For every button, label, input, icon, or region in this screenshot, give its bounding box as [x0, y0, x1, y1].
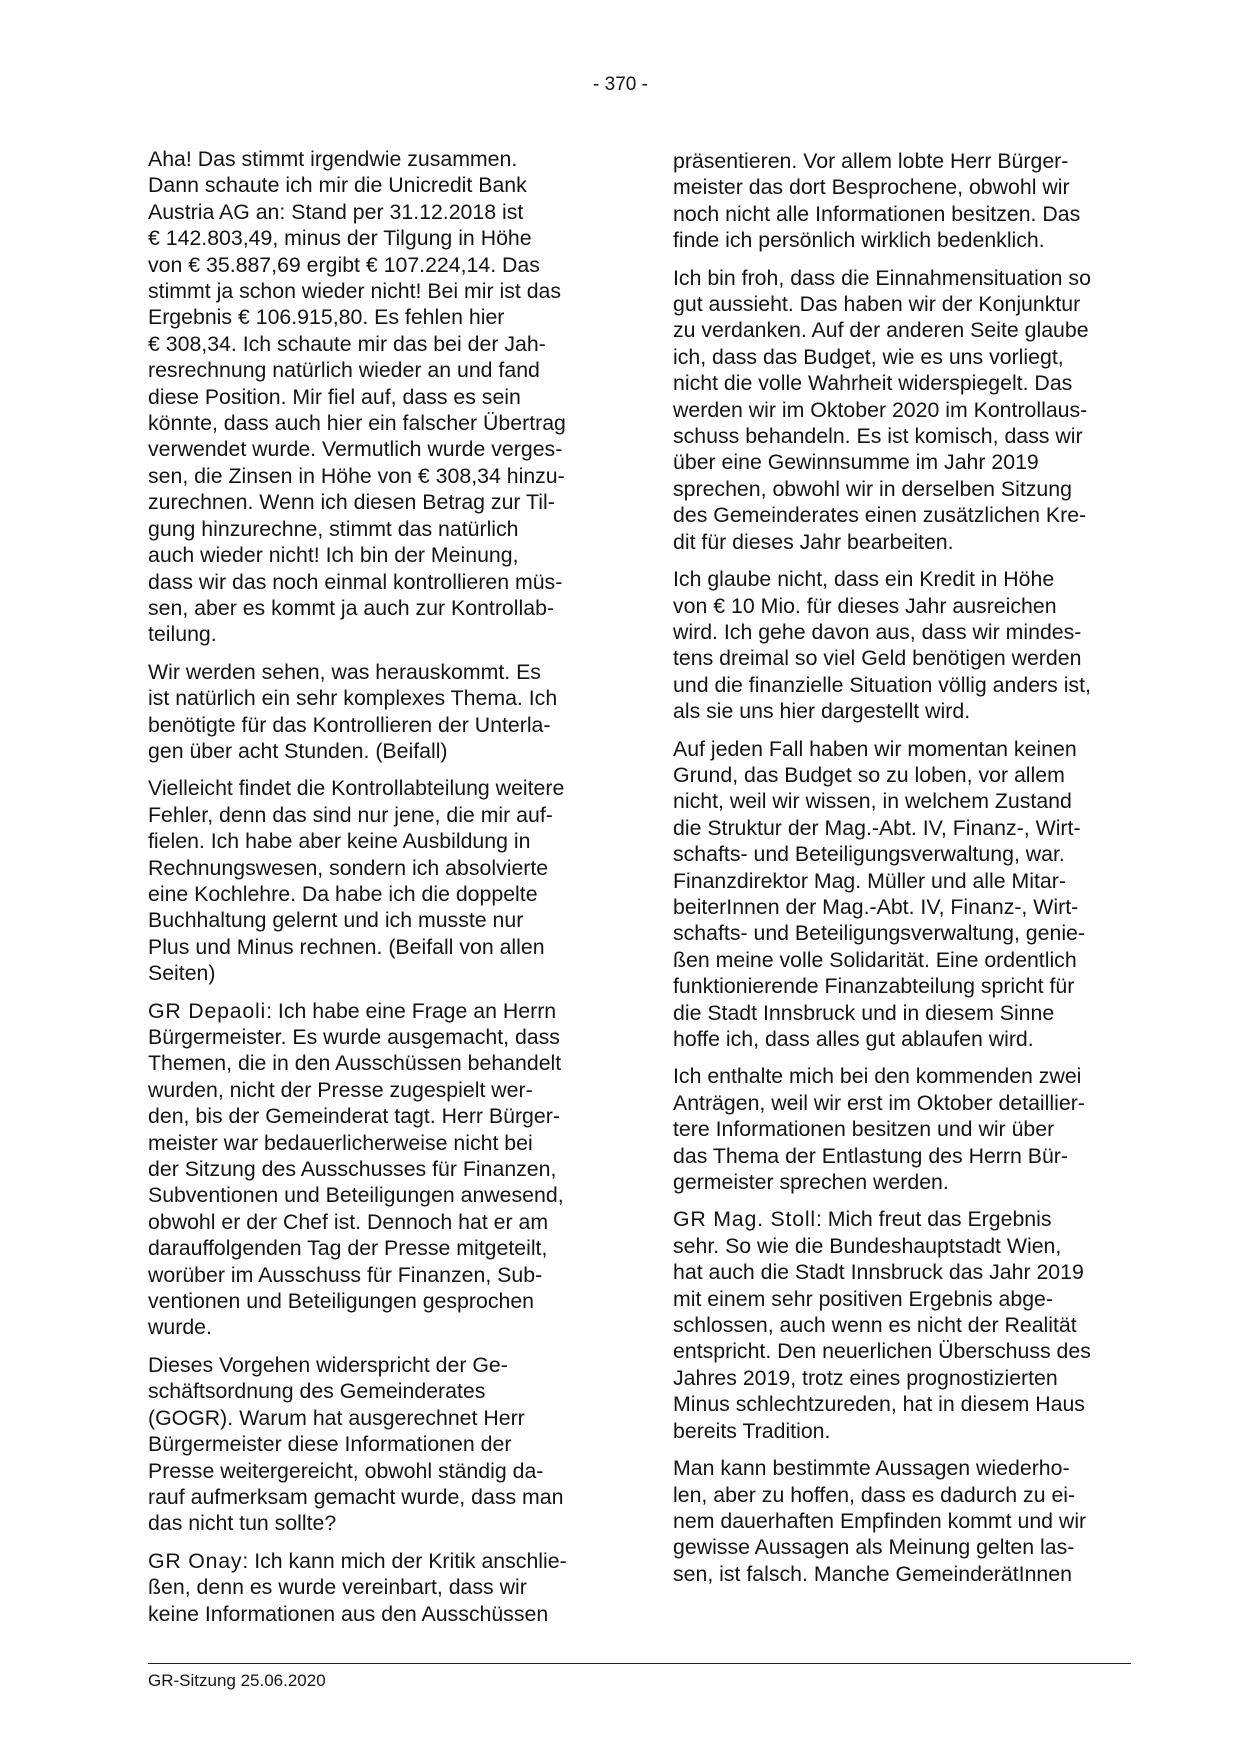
- paragraph: präsentieren. Vor allem lobte Herr Bürger- meister das dort Besprochene, obwohl wir noch nicht alle Informationen besitzen. Das finde ich persönlich wirklich bedenklich.: [673, 149, 1081, 253]
- paragraph: Auf jeden Fall haben wir momentan keinen Grund, das Budget so zu loben, vor allem nicht, weil wir wissen, in welchem Zustand die Struktur der Mag.-Abt. IV, Finanz-, Wirt- schafts- und Beteiligungsverwaltung, war. Finanzdirektor Mag. Müller und alle Mitar- beiterInnen der Mag.-Abt. IV, Finanz-, Wirt- schafts- und Beteiligungsverwaltung, genie- ßen meine volle Solidarität. Eine ordentlich funktionierende Finanzabteilung spricht für die Stadt Innsbruck und in diesem Sinne hoffe ich, dass alles gut ablaufen wird.: [673, 736, 1085, 1051]
- speech-text: : Ich kann mich der Kritik anschlie- ßen, denn es wurde vereinbart, dass wir keine Informationen aus den Ausschüssen: [148, 1548, 567, 1626]
- speech-paragraph: [673, 1206, 1125, 1444]
- right-column: [673, 148, 1125, 1598]
- footer-divider: [148, 1663, 1131, 1664]
- paragraph: Aha! Das stimmt irgendwie zusammen. Dann schaute ich mir die Unicredit Bank Austria AG an: Stand per 31.12.2018 ist € 142.803,49, minus der Tilgung in Höhe von € 35.887,69 ergibt € 107.224,14. Das stimmt ja schon wieder nicht! Bei mir ist das Ergebnis € 106.915,80. Es fehlen hier € 308,34. Ich schaute mir das bei der Jah- resrechnung natürlich wieder an und fand diese Position. Mir fiel auf, dass es sein könnte, dass auch hier ein falscher Übertrag verwendet wurde. Vermutlich wurde verges- sen, die Zinsen in Höhe von € 308,34 hinzu- zurechnen. Wenn ich diesen Betrag zur Til- gung hinzurechne, stimmt das natürlich auch wieder nicht! Ich bin der Meinung, dass wir das noch einmal kontrollieren müs- sen, aber es kommt ja auch zur Kontrollab- teilung.: [148, 147, 566, 647]
- left-column: [148, 146, 600, 1638]
- paragraph: Man kann bestimmte Aussagen wiederho- len, aber zu hoffen, dass es dadurch zu ei- nem dauerhaften Empfinden kommt und wir gewisse Aussagen als Meinung gelten las- sen, ist falsch. Manche GemeinderätInnen: [673, 1456, 1087, 1586]
- speaker-name: GR Depaoli: [148, 998, 267, 1023]
- speech-paragraph: [148, 998, 600, 1341]
- speech-paragraph: [148, 1548, 600, 1627]
- paragraph: Wir werden sehen, was herauskommt. Es ist natürlich ein sehr komplexes Thema. Ich benötigte für das Kontrollieren der Unterla- gen über acht Stunden. (Beifall): [148, 659, 558, 763]
- paragraph: Vielleicht findet die Kontrollabteilung weitere Fehler, denn das sind nur jene, die mir auf- fielen. Ich habe aber keine Ausbildung in Rechnungswesen, sondern ich absolvierte eine Kochlehre. Da habe ich die doppelte Buchhaltung gelernt und ich musste nur Plus und Minus rechnen. (Beifall von allen Seiten): [148, 776, 565, 986]
- speech-text: : Ich habe eine Frage an Herrn Bürgermeister. Es wurde ausgemacht, dass Themen, die in den Ausschüssen behandelt wurden, nicht der Presse zugespielt wer- den, bis der Gemeinderat tagt. Herr Bürger- meister war bedauerlicherweise nicht bei der Sitzung des Ausschusses für Finanzen, Subventionen und Beteiligungen anwesend, obwohl er der Chef ist. Dennoch hat er am darauffolgenden Tag der Presse mitgeteilt, worüber im Ausschuss für Finanzen, Sub- ventionen und Beteiligungen gesprochen wurde.: [148, 998, 564, 1340]
- speaker-name: GR Onay: [148, 1548, 243, 1573]
- page-number: - 370 -: [593, 74, 648, 95]
- speaker-name: GR Mag. Stoll: [673, 1207, 816, 1232]
- paragraph: Ich enthalte mich bei den kommenden zwei Anträgen, weil wir erst im Oktober detaillier- tere Informationen besitzen und wir über das Thema der Entlastung des Herrn Bür- germeister sprechen werden.: [673, 1064, 1085, 1195]
- paragraph: Dieses Vorgehen widerspricht der Ge- schäftsordnung des Gemeinderates (GOGR). Warum hat ausgerechnet Herr Bürgermeister diese Informationen der Presse weitergereicht, obwohl ständig da- rauf aufmerksam gemacht wurde, dass man das nicht tun sollte?: [148, 1352, 564, 1536]
- paragraph: Ich glaube nicht, dass ein Kredit in Höhe von € 10 Mio. für dieses Jahr ausreichen wird. Ich gehe davon aus, dass wir mindes- tens dreimal so viel Geld benötigen werden und die finanzielle Situation völlig anders ist, als sie uns hier dargestellt wird.: [673, 567, 1091, 724]
- paragraph: Ich bin froh, dass die Einnahmensituation so gut aussieht. Das haben wir der Konjunktur zu verdanken. Auf der anderen Seite glaube ich, dass das Budget, wie es uns vorliegt, nicht die volle Wahrheit widerspiegelt. Das werden wir im Oktober 2020 im Kontrollaus- schuss behandeln. Es ist komisch, dass wir über eine Gewinnsumme im Jahr 2019 sprechen, obwohl wir in derselben Sitzung des Gemeinderates einen zusätzlichen Kre- dit für dieses Jahr bearbeiten.: [673, 265, 1091, 554]
- speech-text: : Mich freut das Ergebnis sehr. So wie die Bundeshauptstadt Wien, hat auch die Stadt Innsbruck das Jahr 2019 mit einem sehr positiven Ergebnis abge- schlossen, auch wenn es nicht der Realität entspricht. Den neuerlichen Überschuss des Jahres 2019, trotz eines prognostizierten Minus schlechtzureden, hat in diesem Haus bereits Tradition.: [673, 1207, 1091, 1443]
- footer-session-date: GR-Sitzung 25.06.2020: [148, 1671, 326, 1690]
